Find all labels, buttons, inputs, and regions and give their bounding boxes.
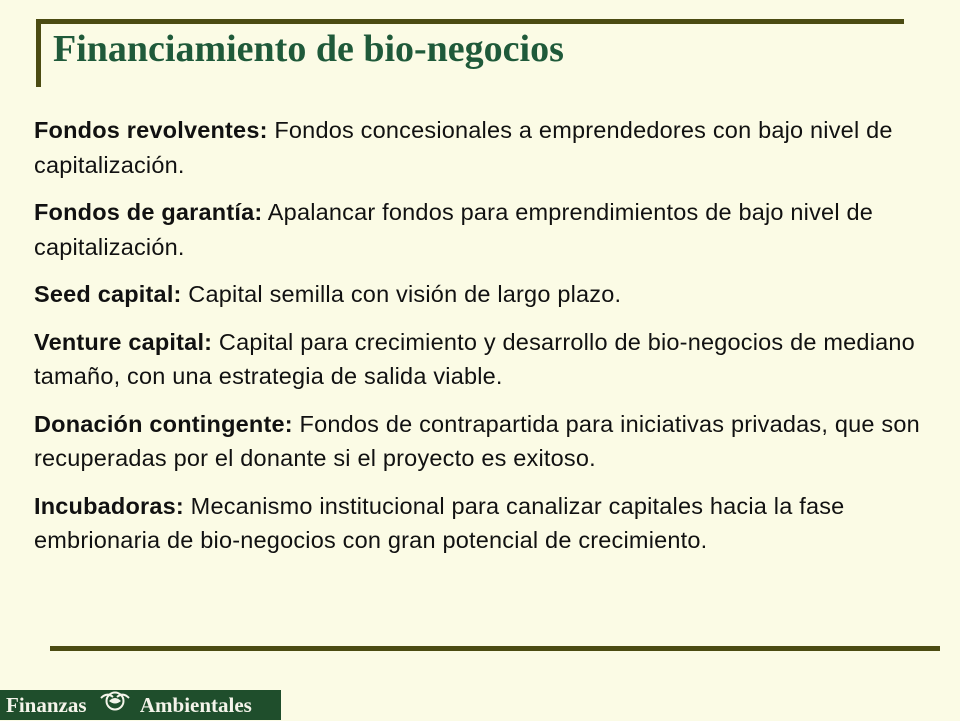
definition-text: Mecanismo institucional para canalizar capitales hacia la fase embrionaria de bio-negocios con gran potencial de crecimiento. (34, 492, 845, 553)
definition-term: Venture capital: (34, 328, 213, 355)
definitions-list (34, 113, 939, 571)
definition-donacion-contingente (34, 407, 939, 476)
finanzas-ambientales-logo (0, 690, 281, 720)
definition-term: Fondos revolventes: (34, 117, 268, 143)
definition-term: Donación contingente: (34, 410, 293, 437)
definition-text: Capital para crecimiento y desarrollo de bio-negocios de mediano tamaño, con una estrategia de salida viable. (34, 328, 915, 389)
bottom-divider (50, 646, 940, 651)
logo-word-ambientales: Ambientales (139, 693, 252, 717)
definition-seed-capital (34, 277, 939, 312)
slide-title: Financiamiento de bio-negocios (53, 28, 564, 70)
globe-bird-icon (100, 689, 130, 721)
definition-venture-capital (34, 325, 939, 394)
definition-text: Fondos de contrapartida para iniciativas privadas, que son recuperadas por el donante si el proyecto es exitoso. (34, 410, 920, 471)
definition-term: Seed capital: (34, 281, 182, 307)
definition-term: Incubadoras: (34, 492, 184, 519)
definition-fondos-revolventes (34, 113, 939, 182)
definition-fondos-de-garantia (34, 195, 939, 264)
definition-text: Apalancar fondos para emprendimientos de bajo nivel de capitalización. (34, 199, 874, 260)
definition-incubadoras (34, 489, 939, 558)
title-frame-left-border (36, 19, 41, 87)
logo-word-finanzas: Finanzas (6, 693, 87, 717)
definition-text: Capital semilla con visión de largo plazo. (181, 281, 622, 307)
definition-text: Fondos concesionales a emprendedores con bajo nivel de capitalización. (34, 117, 893, 178)
definition-term: Fondos de garantía: (34, 199, 263, 225)
